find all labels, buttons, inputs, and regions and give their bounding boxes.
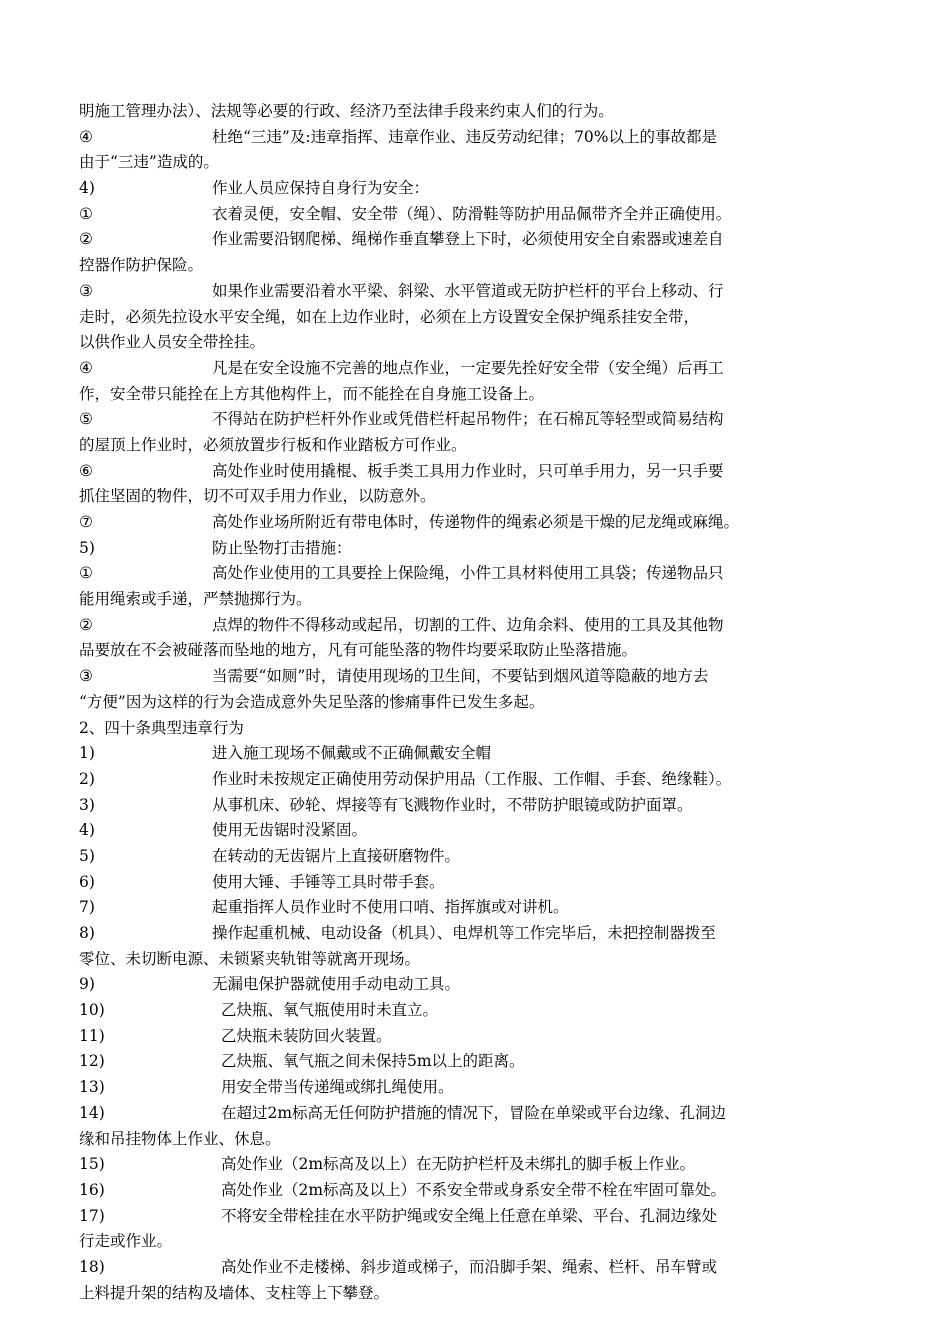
text-line <box>79 716 859 742</box>
text-line <box>79 664 859 690</box>
line-text: 高处作业使用的工具要拴上保险绳，小件工具材料使用工具袋；传递物品只 <box>212 564 724 583</box>
text-line <box>79 382 859 408</box>
text-line <box>79 1127 859 1153</box>
line-text: 无漏电保护器就使用手动电动工具。 <box>212 975 461 994</box>
list-marker: 14) <box>79 1103 105 1122</box>
line-text: 作业需要沿钢爬梯、绳梯作垂直攀登上下时，必须使用安全自索器或速差自 <box>212 230 724 249</box>
list-marker: ④ <box>79 127 93 146</box>
line-text: 高处作业（2m标高及以上）不系安全带或身系安全带不栓在牢固可靠处。 <box>221 1180 727 1199</box>
list-marker: 1) <box>79 744 95 763</box>
text-line <box>79 1255 859 1281</box>
text-line <box>79 407 859 433</box>
text-line <box>79 1075 859 1101</box>
text-line <box>79 253 859 279</box>
text-line <box>79 459 859 485</box>
text-line <box>79 947 859 973</box>
line-text: 从事机床、砂轮、焊接等有飞溅物作业时，不带防护眼镜或防护面罩。 <box>212 795 693 814</box>
line-text: 用安全带当传递绳或绑扎绳使用。 <box>221 1078 454 1097</box>
list-marker: ⑥ <box>79 461 93 480</box>
list-marker: 3) <box>79 795 95 814</box>
list-marker: 7) <box>79 898 95 917</box>
line-text: 杜绝“三违”及:违章指挥、违章作业、违反劳动纪律；70%以上的事故都是 <box>212 127 718 146</box>
list-marker: ⑦ <box>79 513 93 531</box>
line-text: 上料提升架的结构及墙体、支柱等上下攀登。 <box>79 1283 390 1302</box>
list-marker: ① <box>79 564 93 583</box>
text-line <box>79 330 859 356</box>
line-text: 高处作业场所附近有带电体时，传递物件的绳索必须是干燥的尼龙绳或麻绳。 <box>212 513 740 531</box>
line-text: 走时，必须先拉设水平安全绳，如在上边作业时，必须在上方设置安全保护绳系挂安全带， <box>79 307 700 326</box>
text-line <box>79 227 859 253</box>
text-line <box>79 998 859 1024</box>
line-text: 能用绳索或手递，严禁抛掷行为。 <box>79 590 312 609</box>
line-text: 控器作防护保险。 <box>79 256 204 275</box>
text-line <box>79 202 859 228</box>
line-text: 在超过2m标高无任何防护措施的情况下，冒险在单梁或平台边缘、孔洞边 <box>221 1103 727 1122</box>
line-text: 衣着灵便，安全帽、安全带（绳）、防滑鞋等防护用品佩带齐全并正确使用。 <box>212 204 732 223</box>
line-text: 乙炔瓶、氧气瓶之间未保持5m以上的距离。 <box>221 1052 525 1071</box>
text-line <box>79 1229 859 1255</box>
line-text: 零位、未切断电源、未锁紧夹轨钳等就离开现场。 <box>79 949 421 968</box>
text-line <box>79 767 859 793</box>
text-line <box>79 921 859 947</box>
text-line <box>79 1178 859 1204</box>
text-line <box>79 1049 859 1075</box>
text-line <box>79 1152 859 1178</box>
line-text: 缘和吊挂物体上作业、休息。 <box>79 1129 281 1148</box>
text-line <box>79 536 859 562</box>
document-body <box>79 99 859 1306</box>
list-marker: ① <box>79 204 93 223</box>
line-text: 行走或作业。 <box>79 1232 173 1251</box>
list-marker: ② <box>79 230 93 249</box>
line-text: 使用无齿锯时没紧固。 <box>212 821 368 840</box>
list-marker: ③ <box>79 667 93 686</box>
line-text: 明施工管理办法）、法规等必要的行政、经济乃至法律手段来约束人们的行为。 <box>79 102 614 120</box>
list-marker: 13) <box>79 1078 105 1097</box>
line-text: 高处作业（2m标高及以上）在无防护栏杆及未绑扎的脚手板上作业。 <box>221 1155 696 1174</box>
line-text: 不得站在防护栏杆外作业或凭借栏杆起吊物件；在石棉瓦等轻型或简易结构 <box>212 410 724 429</box>
text-line <box>79 484 859 510</box>
text-line <box>79 895 859 921</box>
line-text: 以供作业人员安全带拴挂。 <box>79 333 266 352</box>
text-line <box>79 305 859 331</box>
text-line <box>79 561 859 587</box>
text-line <box>79 510 859 536</box>
line-text: 高处作业不走楼梯、斜步道或梯子，而沿脚手架、绳索、栏杆、吊车臂或 <box>221 1257 718 1276</box>
text-line <box>79 279 859 305</box>
line-text: 点焊的物件不得移动或起吊，切割的工件、边角余料、使用的工具及其他物 <box>212 615 724 634</box>
list-marker: 15) <box>79 1155 105 1174</box>
text-line <box>79 613 859 639</box>
line-text: 在转动的无齿锯片上直接研磨物件。 <box>212 846 461 865</box>
list-marker: 4) <box>79 821 95 840</box>
line-text: “方便”因为这样的行为会造成意外失足坠落的惨痛事件已发生多起。 <box>79 692 545 711</box>
list-marker: 8) <box>79 924 95 942</box>
text-line <box>79 741 859 767</box>
line-text: 如果作业需要沿着水平梁、斜梁、水平管道或无防护栏杆的平台上移动、行 <box>212 281 724 300</box>
text-line <box>79 356 859 382</box>
line-text: 作业人员应保持自身行为安全： <box>212 179 430 198</box>
list-marker: 4) <box>79 179 95 198</box>
line-text: 乙炔瓶、氧气瓶使用时未直立。 <box>221 1001 439 1020</box>
line-text: 由于“三违”造成的。 <box>79 153 219 172</box>
list-marker: 11) <box>79 1026 105 1045</box>
list-marker: 6) <box>79 872 95 891</box>
text-line <box>79 844 859 870</box>
text-line <box>79 793 859 819</box>
line-text: 高处作业时使用撬棍、板手类工具用力作业时，只可单手用力，另一只手要 <box>212 461 724 480</box>
text-line <box>79 433 859 459</box>
text-line <box>79 870 859 896</box>
line-text: 作业时未按规定正确使用劳动保护用品（工作服、工作帽、手套、绝缘鞋）。 <box>212 769 732 788</box>
line-text: 2、四十条典型违章行为 <box>79 718 244 737</box>
line-text: 的屋顶上作业时，必须放置步行板和作业踏板方可作业。 <box>79 435 467 454</box>
list-marker: 16) <box>79 1180 105 1199</box>
line-text: 不将安全带栓挂在水平防护绳或安全绳上任意在单梁、平台、孔洞边缘处 <box>221 1206 718 1225</box>
text-line <box>79 99 859 125</box>
list-marker: 10) <box>79 1001 105 1020</box>
line-text: 作，安全带只能拴在上方其他构件上，而不能拴在自身施工设备上。 <box>79 384 545 403</box>
text-line <box>79 1281 859 1307</box>
text-line <box>79 690 859 716</box>
list-marker: 12) <box>79 1052 105 1071</box>
list-marker: ④ <box>79 358 93 377</box>
text-line <box>79 1101 859 1127</box>
line-text: 起重指挥人员作业时不使用口哨、指挥旗或对讲机。 <box>212 898 569 917</box>
list-marker: 17) <box>79 1206 105 1225</box>
text-line <box>79 587 859 613</box>
text-line <box>79 1204 859 1230</box>
text-line <box>79 818 859 844</box>
line-text: 抓住坚固的物件，切不可双手用力作业，以防意外。 <box>79 487 436 506</box>
list-marker: 2) <box>79 769 95 788</box>
text-line <box>79 638 859 664</box>
text-line <box>79 972 859 998</box>
line-text: 防止坠物打击措施： <box>212 538 352 557</box>
text-line <box>79 125 859 151</box>
list-marker: ⑤ <box>79 410 93 429</box>
text-line <box>79 150 859 176</box>
text-line <box>79 176 859 202</box>
line-text: 凡是在安全设施不完善的地点作业，一定要先拴好安全带（安全绳）后再工 <box>212 358 724 377</box>
line-text: 使用大锤、手锤等工具时带手套。 <box>212 872 445 891</box>
line-text: 品要放在不会被碰落而坠地的地方，凡有可能坠落的物件均要采取防止坠落措施。 <box>79 641 638 660</box>
line-text: 乙炔瓶未装防回火装置。 <box>221 1026 392 1045</box>
list-marker: 5) <box>79 538 95 557</box>
line-text: 操作起重机械、电动设备（机具）、电焊机等工作完毕后，未把控制器拨至 <box>212 924 716 942</box>
text-line <box>79 1024 859 1050</box>
line-text: 当需要“如厕”时，请使用现场的卫生间，不要钻到烟风道等隐蔽的地方去 <box>212 667 709 686</box>
list-marker: ② <box>79 615 93 634</box>
list-marker: 18) <box>79 1257 105 1276</box>
line-text: 进入施工现场不佩戴或不正确佩戴安全帽 <box>212 744 492 763</box>
list-marker: 5) <box>79 846 95 865</box>
list-marker: 9) <box>79 975 95 994</box>
list-marker: ③ <box>79 281 93 300</box>
